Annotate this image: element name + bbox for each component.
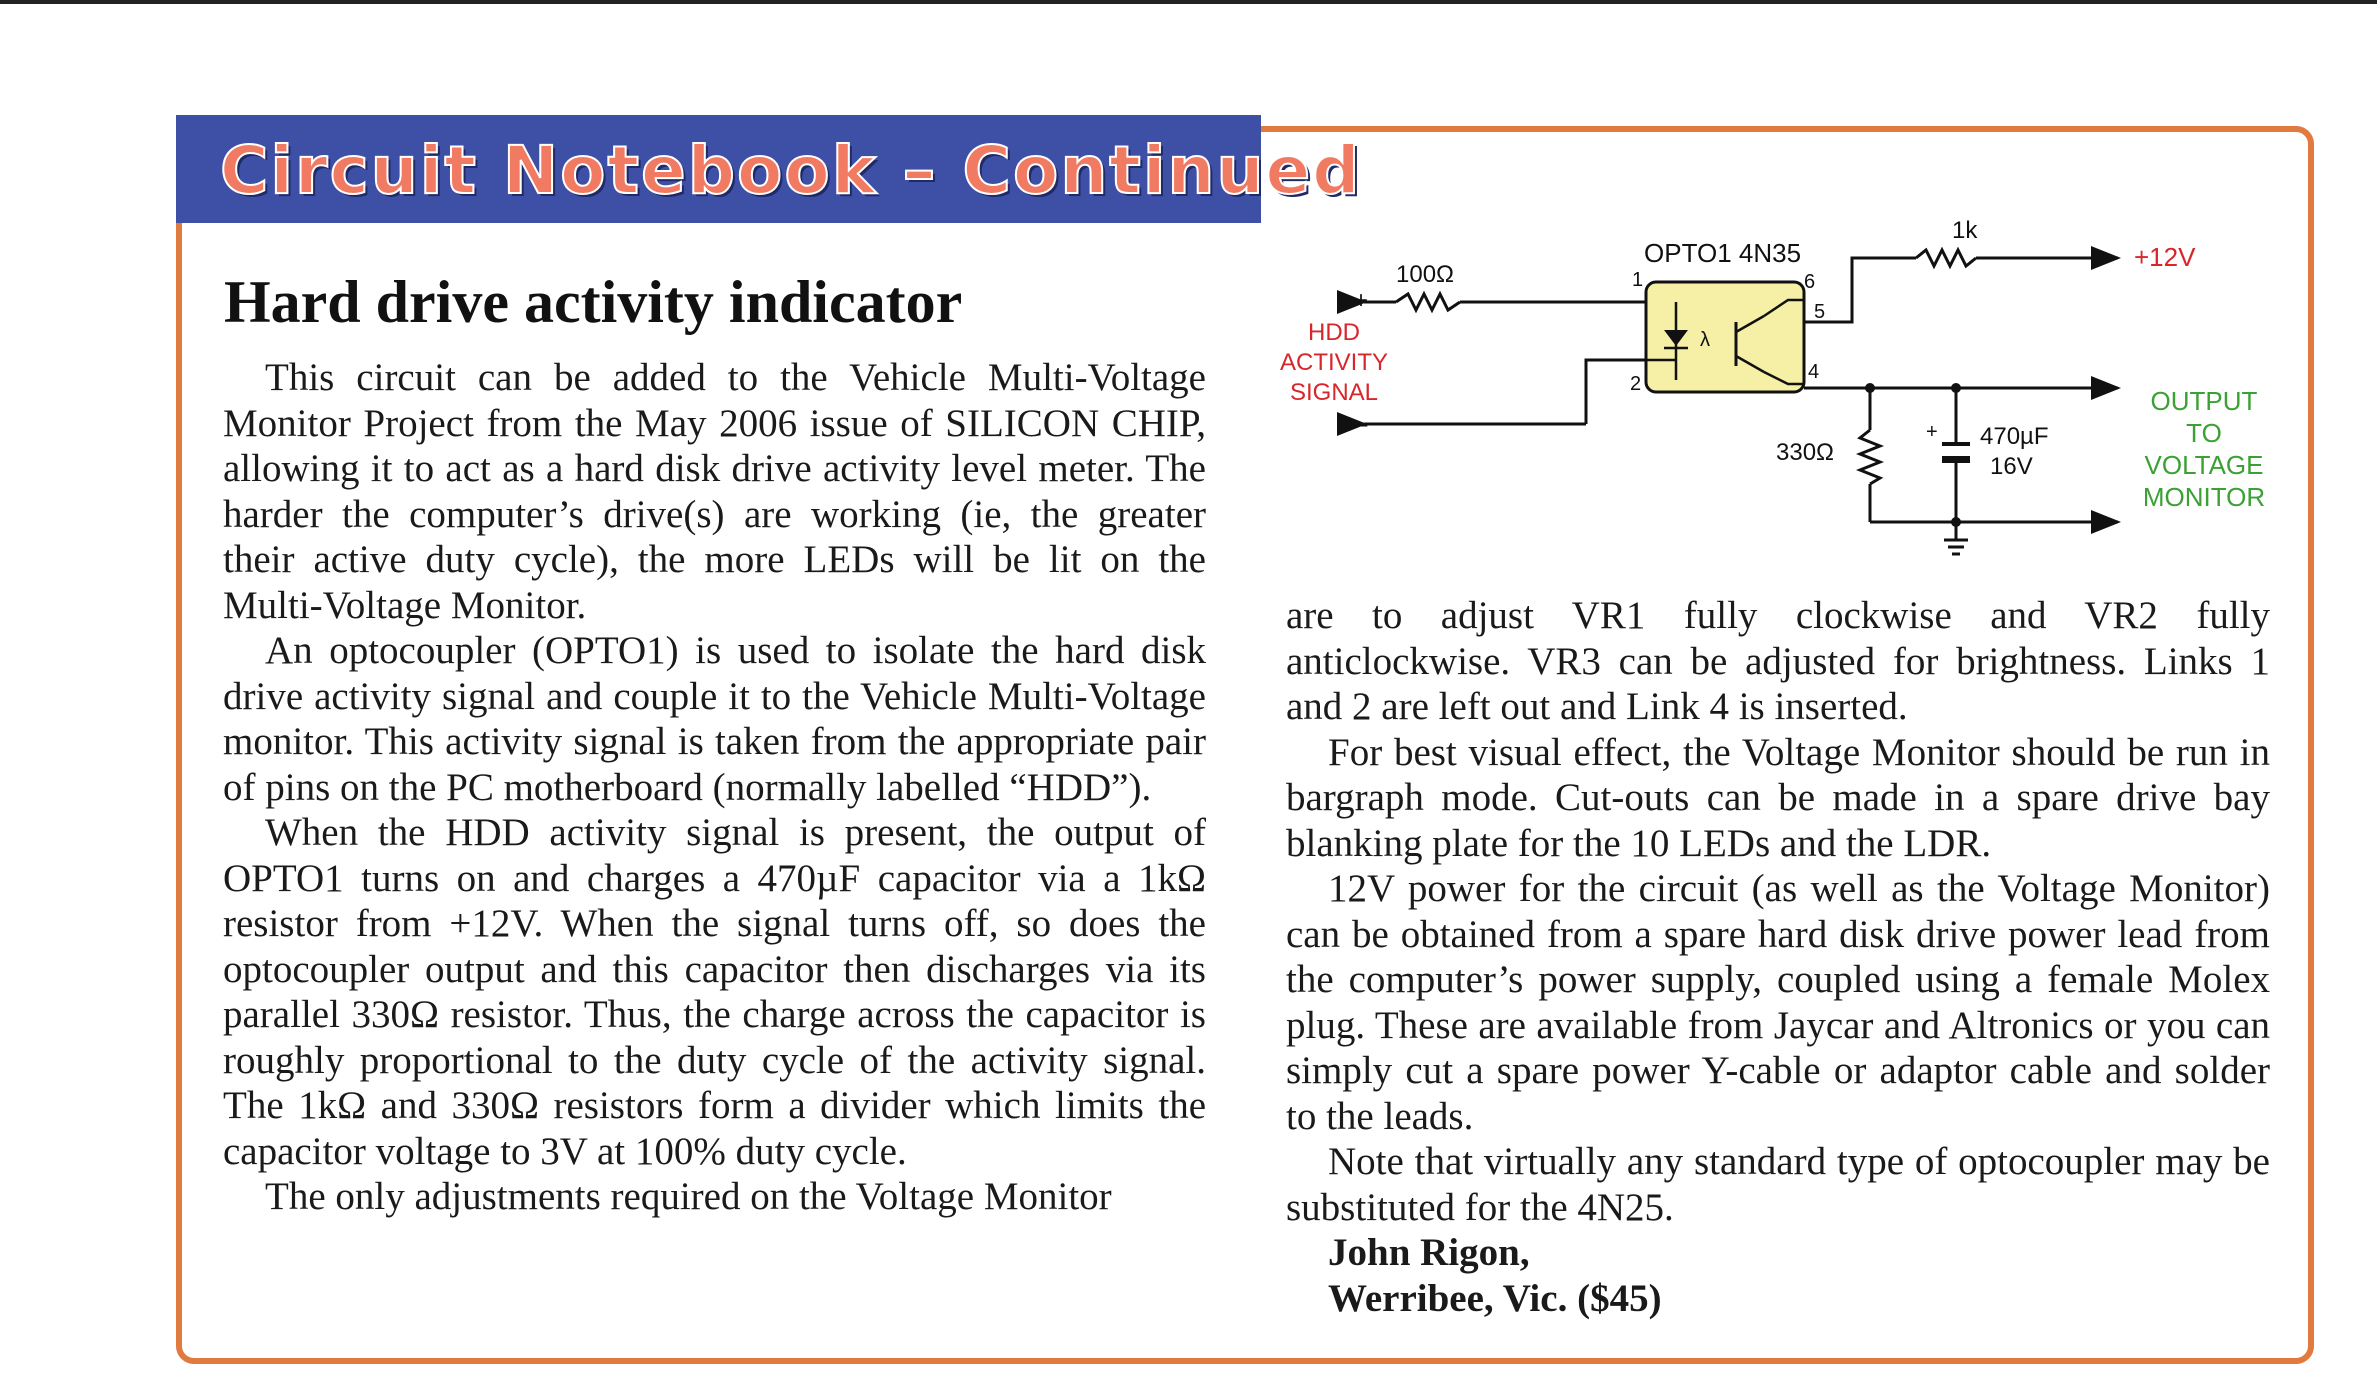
lambda-symbol: λ xyxy=(1700,329,1710,351)
output-label-line3: VOLTAGE xyxy=(2144,450,2264,480)
capacitor-voltage-label: 16V xyxy=(1990,453,2033,480)
paragraph: When the HDD activity signal is present, the output of OPTO1 turns on and charges a 470µF capacitor via a 1kΩ resistor from +12V. When the signal turns off, so does the optocoupler output and this capacitor then discharges via its parallel 330Ω resistor. Thus, the charge across the capacitor is roughly proportional to the duty cycle of the activity signal. The 1kΩ and 330Ω resistors form a divider which limits the capacitor voltage to 3V at 100% duty cycle. xyxy=(223,811,1206,1173)
paragraph: are to adjust VR1 fully clockwise and VR2 fully anticlockwise. VR3 can be adjusted for brightness. Links 1 and 2 are left out and Link 4 is inserted. xyxy=(1286,594,2270,728)
paragraph: 12V power for the circuit (as well as the Voltage Monitor) can be obtained from a spare hard disk drive power lead from the computer’s power supply, coupled using a female Molex plug. These are available from Jaycar and Altronics or you can simply cut a spare power Y-cable or adaptor cable and solder to the leads. xyxy=(1286,867,2270,1138)
left-column xyxy=(223,355,1206,1220)
input-label-line2: ACTIVITY xyxy=(1279,349,1389,376)
right-column xyxy=(1286,593,2270,1321)
resistor-330-symbol xyxy=(1860,430,1880,484)
banner-title: Circuit Notebook – Continued xyxy=(220,132,1362,209)
resistor-1k-symbol xyxy=(1916,250,1976,266)
output-label-line4: MONITOR xyxy=(2142,482,2266,512)
paragraph: The only adjustments required on the Voltage Monitor xyxy=(265,1175,1112,1218)
cap-plus-sign: + xyxy=(1926,421,1938,443)
author-location: Werribee, Vic. ($45) xyxy=(1328,1276,1662,1320)
pin2-label: 2 xyxy=(1630,373,1642,395)
resistor-100-symbol xyxy=(1396,294,1460,310)
pin4-label: 4 xyxy=(1808,361,1820,383)
output-label-line2: TO xyxy=(2186,418,2222,448)
input-minus-label: – xyxy=(1354,411,1368,438)
paragraph: An optocoupler (OPTO1) is used to isolate the hard disk drive activity signal and couple it to the Vehicle Multi-Voltage monitor. This activity signal is taken from the appropriate pair of pins on the PC motherboard (normally labelled “HDD”). xyxy=(223,629,1206,809)
pin1-label: 1 xyxy=(1632,269,1644,291)
resistor-1k-label: 1k xyxy=(1952,217,1978,244)
capacitor-plate xyxy=(1942,456,1970,463)
input-plus-label: + xyxy=(1354,287,1369,314)
author-name: John Rigon, xyxy=(1328,1231,1530,1274)
paragraph: This circuit can be added to the Vehicle Multi-Voltage Monitor Project from the May 2006 issue of SILICON CHIP, allowing it to act as a hard disk drive activity level meter. The harder the computer’s drive(s) are working (ie, the greater their active duty cycle), the more LEDs will be lit on the Multi-Voltage Monitor. xyxy=(223,356,1206,627)
top-rule xyxy=(0,0,2377,4)
supply-label: +12V xyxy=(2134,242,2196,272)
output-label-line1: OUTPUT xyxy=(2150,386,2258,416)
pin6-label: 6 xyxy=(1804,271,1816,293)
pin5-label: 5 xyxy=(1814,301,1826,323)
resistor-100-label: 100Ω xyxy=(1396,261,1454,288)
paragraph: Note that virtually any standard type of optocoupler may be substituted for the 4N25. xyxy=(1286,1140,2270,1229)
input-label-line3: SIGNAL xyxy=(1289,379,1379,406)
circuit-diagram xyxy=(1279,217,2296,580)
paragraph: For best visual effect, the Voltage Monitor should be run in bargraph mode. Cut-outs can be made in a spare drive bay blanking plate for the 10 LEDs and the LDR. xyxy=(1286,730,2270,865)
resistor-330-label: 330Ω xyxy=(1776,439,1834,466)
article-headline: Hard drive activity indicator xyxy=(224,269,963,335)
capacitor-value-label: 470µF xyxy=(1980,423,2049,450)
opto-label: OPTO1 4N35 xyxy=(1644,238,1802,268)
input-label-line1: HDD xyxy=(1308,319,1360,346)
